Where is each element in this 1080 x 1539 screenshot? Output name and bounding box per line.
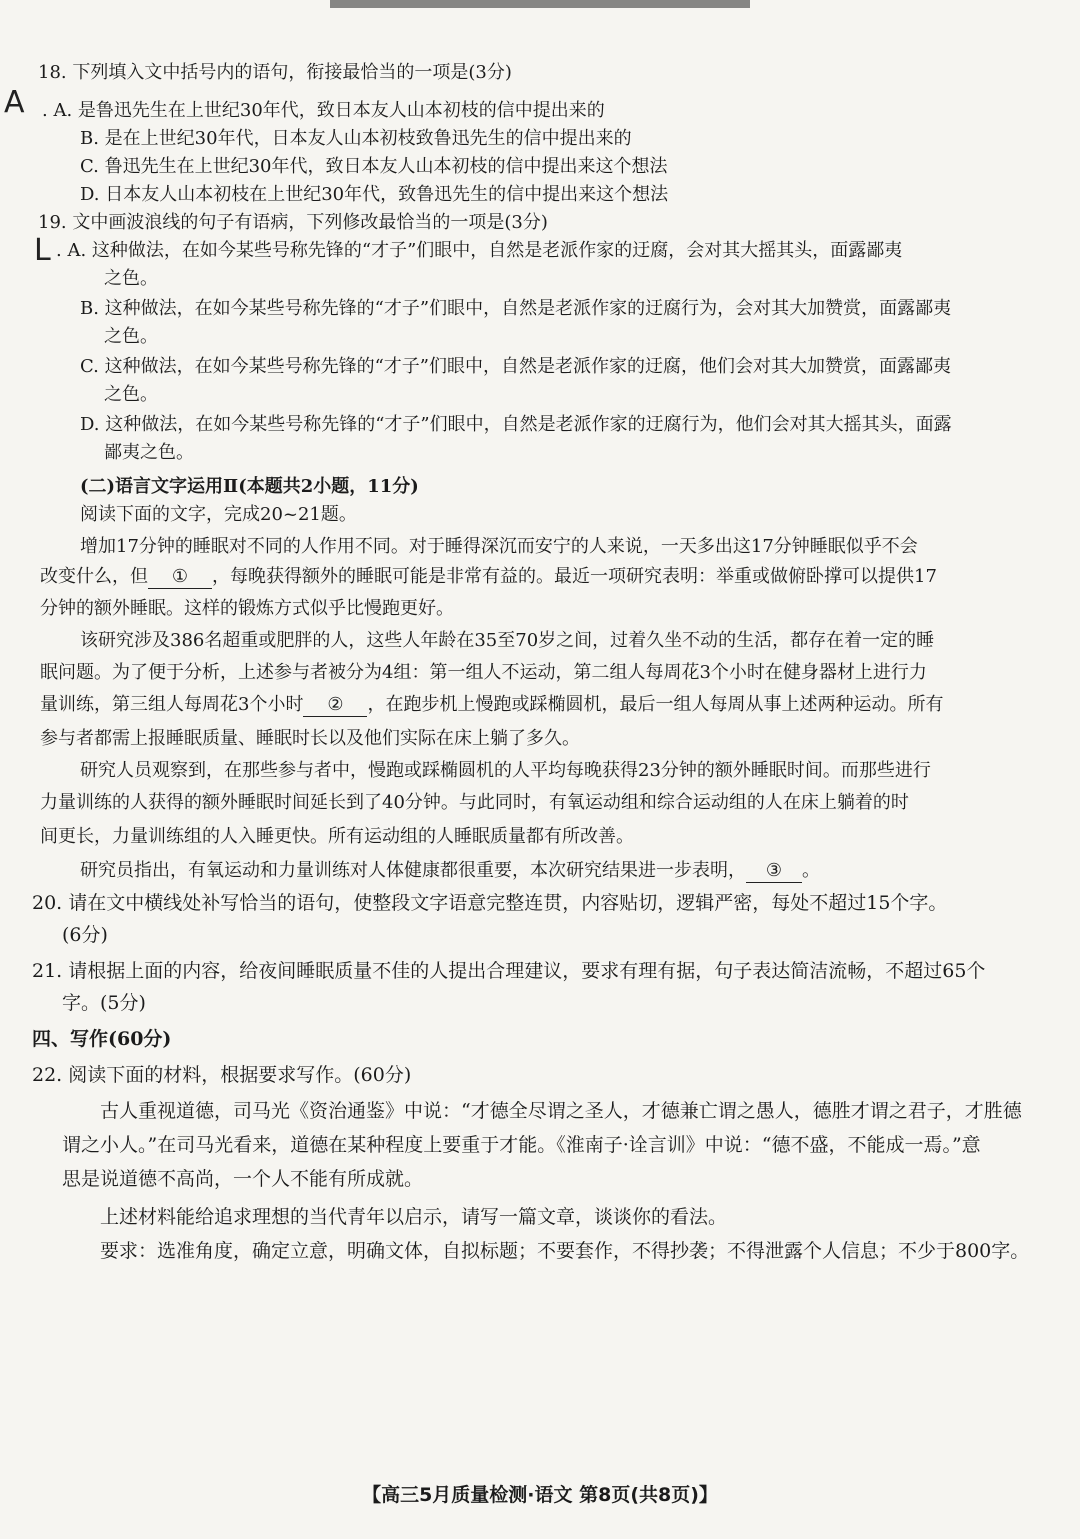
- passage-p2-line1: 该研究涉及386名超重或肥胖的人，这些人年龄在35至70岁之间，过着久坐不动的生活，都存在着一定的睡: [80, 630, 935, 651]
- blank-1: ①: [148, 566, 212, 589]
- q18-option-d: D. 日本友人山本初枝在上世纪30年代，致鲁迅先生的信中提出来这个想法: [80, 184, 669, 205]
- q20-line2: (6分): [62, 924, 108, 946]
- q19-handwritten-answer: L: [34, 233, 51, 268]
- q20-line1: 20. 请在文中横线处补写恰当的语句，使整段文字语意完整连贯，内容贴切，逻辑严密，每处不超过15个字。: [32, 892, 948, 914]
- q21-line2: 字。(5分): [62, 992, 146, 1014]
- blank-2: ②: [303, 694, 367, 717]
- passage-p3-line3: 间更长，力量训练组的人入睡更快。所有运动组的人睡眠质量都有所改善。: [40, 826, 634, 847]
- passage-text: ，在跑步机上慢跑或踩椭圆机，最后一组人每周从事上述两种运动。所有: [367, 694, 944, 715]
- q22-prompt: 上述材料能给追求理想的当代青年以启示，请写一篇文章，谈谈你的看法。: [100, 1206, 728, 1228]
- blank-3: ③: [746, 860, 802, 883]
- passage-p3-line2: 力量训练的人获得的额外睡眠时间延长到了40分钟。与此同时，有氧运动组和综合运动组的人在床上躺着的时: [40, 792, 909, 813]
- passage-p2-line2: 眠问题。为了便于分析，上述参与者被分为4组：第一组人不运动，第二组人每周花3个小时在健身器材上进行力: [40, 662, 927, 683]
- q19-stem: 19. 文中画波浪线的句子有语病，下列修改最恰当的一项是(3分): [38, 212, 548, 233]
- q22-material-line1: 古人重视道德，司马光《资治通鉴》中说：“才德全尽谓之圣人，才德兼亡谓之愚人，德胜才谓之君子，才胜德: [100, 1100, 1022, 1122]
- section-2-heading: (二)语言文字运用Ⅱ(本题共2小题，11分): [80, 476, 419, 497]
- passage-p2-line3: [40, 694, 943, 717]
- section-4-heading: 四、写作(60分): [32, 1028, 172, 1050]
- q19-option-d-line2: 鄙夷之色。: [104, 442, 194, 463]
- q19-option-c-line1: C. 这种做法，在如今某些号称先锋的“才子”们眼中，自然是老派作家的迂腐，他们会对其大加赞赏，面露鄙夷: [80, 356, 951, 377]
- q19-option-b-line2: 之色。: [104, 326, 158, 347]
- passage-text: 改变什么，但: [40, 566, 148, 587]
- passage-text: 研究员指出，有氧运动和力量训练对人体健康都很重要，本次研究结果进一步表明，: [80, 860, 746, 881]
- passage-text: 。: [802, 860, 820, 881]
- q18-handwritten-answer: A: [4, 85, 25, 120]
- q19-option-a-line2: 之色。: [104, 268, 158, 289]
- passage-p1-line3: 分钟的额外睡眠。这样的锻炼方式似乎比慢跑更好。: [40, 598, 454, 619]
- top-edge-bar: [330, 0, 750, 8]
- page-footer: 【高三5月质量检测·语文 第8页(共8页)】: [362, 1484, 718, 1506]
- q18-option-b: B. 是在上世纪30年代，日本友人山本初枝致鲁迅先生的信中提出来的: [80, 128, 632, 149]
- q22-material-line3: 思是说道德不高尚，一个人不能有所成就。: [62, 1168, 424, 1190]
- q21-line1: 21. 请根据上面的内容，给夜间睡眠质量不佳的人提出合理建议，要求有理有据，句子表达简洁流畅，不超过65个: [32, 960, 986, 982]
- q22-stem: 22. 阅读下面的材料，根据要求写作。(60分): [32, 1064, 412, 1086]
- q19-option-b-line1: B. 这种做法，在如今某些号称先锋的“才子”们眼中，自然是老派作家的迂腐行为，会对其大加赞赏，面露鄙夷: [80, 298, 952, 319]
- passage-text: ，每晚获得额外的睡眠可能是非常有益的。最近一项研究表明：举重或做俯卧撑可以提供17: [212, 566, 937, 587]
- q19-option-d-line1: D. 这种做法，在如今某些号称先锋的“才子”们眼中，自然是老派作家的迂腐行为，他们会对其大摇其头，面露: [80, 414, 952, 435]
- passage-p1-line2: [40, 566, 937, 589]
- section-2-intro: 阅读下面的文字，完成20~21题。: [80, 504, 357, 525]
- passage-p3-line1: 研究人员观察到，在那些参与者中，慢跑或踩椭圆机的人平均每晚获得23分钟的额外睡眠时间。而那些进行: [80, 760, 931, 781]
- passage-text: 量训练，第三组人每周花3个小时: [40, 694, 304, 715]
- q18-option-a: . A. 是鲁迅先生在上世纪30年代，致日本友人山本初枝的信中提出来的: [42, 100, 605, 121]
- q19-option-a-line1: . A. 这种做法，在如今某些号称先锋的“才子”们眼中，自然是老派作家的迂腐，会对其大摇其头，面露鄙夷: [56, 240, 903, 261]
- q19-option-c-line2: 之色。: [104, 384, 158, 405]
- q18-stem: 18. 下列填入文中括号内的语句，衔接最恰当的一项是(3分): [38, 62, 512, 83]
- passage-p4: [80, 860, 820, 883]
- q22-material-line2: 谓之小人。”在司马光看来，道德在某种程度上要重于才能。《淮南子·诠言训》中说：“德不盛，不能成一焉。”意: [62, 1134, 981, 1156]
- passage-p2-line4: 参与者都需上报睡眠质量、睡眠时长以及他们实际在床上躺了多久。: [40, 728, 580, 749]
- passage-p1-line1: 增加17分钟的睡眠对不同的人作用不同。对于睡得深沉而安宁的人来说，一天多出这17分钟睡眠似乎不会: [80, 536, 918, 557]
- q18-option-c: C. 鲁迅先生在上世纪30年代，致日本友人山本初枝的信中提出来这个想法: [80, 156, 668, 177]
- q22-requirements: 要求：选准角度，确定立意，明确文体，自拟标题；不要套作，不得抄袭；不得泄露个人信息；不少于800字。: [100, 1240, 1030, 1262]
